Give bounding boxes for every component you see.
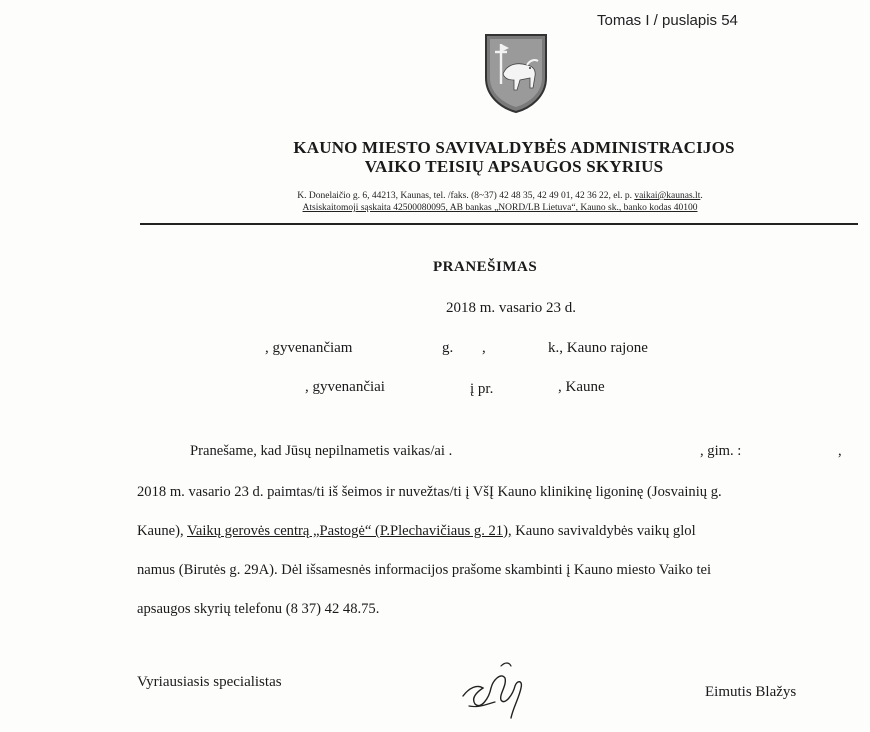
- body-line-3-end: Kauno savivaldybės vaikų glol: [511, 523, 696, 539]
- coat-of-arms-emblem: [483, 32, 549, 119]
- body-line-3: [137, 523, 696, 540]
- contact-email-link[interactable]: vaikai@kaunas.lt: [634, 191, 701, 201]
- body-line-3-start: Kaune),: [137, 523, 187, 539]
- body-line-1-start: Pranešame, kad Jūsų nepilnametis vaikas/ai .: [190, 443, 453, 459]
- body-line-1-end: ,: [838, 443, 842, 459]
- recipient-2-living: , gyvenančiai: [305, 379, 385, 395]
- recipient-1-separator: ,: [482, 340, 486, 356]
- notice-title: PRANEŠIMAS: [433, 259, 538, 275]
- body-line-5: apsaugos skyrių telefonu (8 37) 42 48.75.: [137, 601, 380, 617]
- contact-line-2: Atsiskaitomoji sąskaita 42500080095, AB bankas „NORD/LB Lietuva“, Kauno sk., banko kodas 40100: [302, 203, 698, 213]
- handwritten-signature: [455, 658, 533, 727]
- header-divider: [140, 223, 858, 225]
- care-center-reference: Vaikų gerovės centrą „Pastogė“ (P.Plechavičiaus g. 21),: [186, 523, 512, 539]
- signatory-position: Vyriausiasis specialistas: [137, 674, 282, 690]
- page-reference: Tomas I / puslapis 54: [597, 12, 738, 29]
- recipient-2-city: , Kaune: [558, 379, 605, 395]
- recipient-2-avenue: į pr.: [470, 381, 494, 397]
- org-name-line-2: VAIKO TEISIŲ APSAUGOS SKYRIUS: [364, 157, 664, 176]
- body-line-1-birth: , gim. :: [700, 443, 742, 459]
- signatory-name: Eimutis Blažys: [705, 684, 797, 700]
- contact-line-end: .: [700, 191, 703, 201]
- body-line-4: namus (Birutės g. 29A). Dėl išsamesnės informacijos prašome skambinti į Kauno miesto Vaiko tei: [137, 562, 712, 578]
- recipient-1-street: g.: [442, 340, 454, 356]
- notice-date: 2018 m. vasario 23 d.: [446, 300, 576, 316]
- recipient-1-living: , gyvenančiam: [265, 340, 353, 356]
- body-line-2: 2018 m. vasario 23 d. paimtas/ti iš šeimos ir nuvežtas/ti į VšĮ Kauno klinikinę ligoninę (Josvainių g.: [137, 484, 722, 500]
- contact-address: K. Donelaičio g. 6, 44213, Kaunas, tel. /faks. (8~37) 42 48 35, 42 49 01, 42 36 22, el. p.: [297, 191, 635, 201]
- org-name-line-1: KAUNO MIESTO SAVIVALDYBĖS ADMINISTRACIJOS: [293, 138, 735, 157]
- recipient-1-place: k., Kauno rajone: [548, 340, 648, 356]
- contact-line-1: [190, 191, 810, 201]
